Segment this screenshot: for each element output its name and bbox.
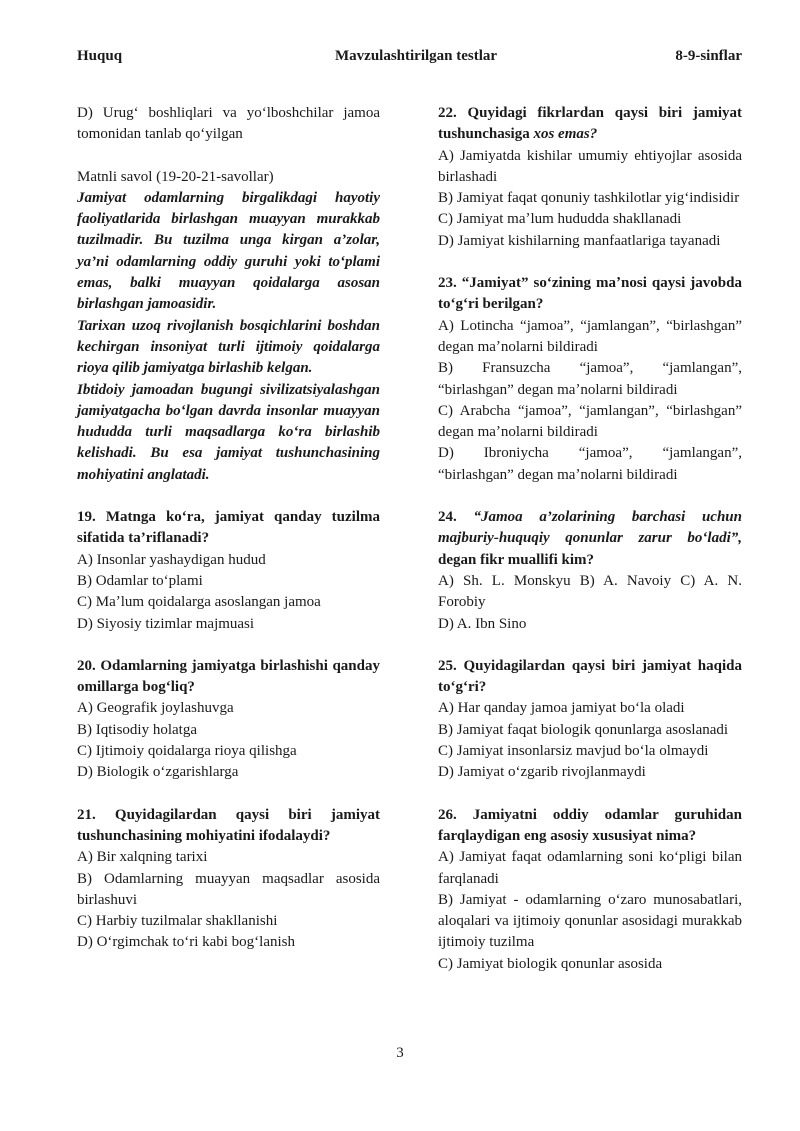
option-b: B) Odamlarning muayyan maqsadlar asosida birlashuvi bbox=[77, 870, 380, 908]
carry-over-option: D) Urugʻ boshliqlari va yoʻlboshchilar jamoa tomonidan tanlab qoʻyilgan bbox=[77, 105, 380, 143]
option-c: C) Arabcha “jamoa”, “jamlangan”, “birlashgan” degan maʼnolarni bildiradi bbox=[438, 402, 742, 441]
question-26 bbox=[438, 805, 742, 975]
question-text: 22. Quyidagi fikrlardan qaysi biri jamiyat tushunchasiga xos emas? bbox=[438, 105, 742, 143]
option-b: B) Jamiyat faqat qonuniy tashkilotlar yigʻindisidir bbox=[438, 190, 740, 207]
question-text: 25. Quyidagilardan qaysi biri jamiyat haqida toʻgʻri? bbox=[438, 657, 742, 696]
passage-paragraph: Tarixan uzoq rivojlanish bosqichlarini boshdan kechirgan insoniyat turli ijtimoiy qoidalarga rioya qilib jamiyatga birlashib kelgan. bbox=[77, 317, 380, 377]
header-grades: 8-9-sinflar bbox=[675, 48, 742, 64]
question-text: 26. Jamiyatni oddiy odamlar guruhidan farqlaydigan eng asosiy xususiyat nima? bbox=[438, 806, 742, 844]
option-c: C) Harbiy tuzilmalar shakllanishi bbox=[77, 913, 278, 930]
option-a: A) Geografik joylashuvga bbox=[77, 700, 234, 717]
question-19 bbox=[77, 507, 380, 635]
question-23 bbox=[438, 273, 742, 486]
option-d: D) Siyosiy tizimlar majmuasi bbox=[77, 615, 255, 632]
question-text: 20. Odamlarning jamiyatga birlashishi qanday omillarga bogʻliq? bbox=[77, 657, 380, 696]
option-b: B) Iqtisodiy holatga bbox=[77, 721, 197, 738]
option-a: A) Jamiyatda kishilar umumiy ehtiyojlar asosida birlashadi bbox=[438, 147, 742, 185]
option-c: C) Maʼlum qoidalarga asoslangan jamoa bbox=[77, 594, 321, 611]
option-a: A) Har qanday jamoa jamiyat boʻla oladi bbox=[438, 700, 685, 717]
right-column bbox=[438, 103, 742, 975]
question-text: 19. Matnga koʻra, jamiyat qanday tuzilma sifatida ta’riflanadi? bbox=[77, 509, 380, 547]
option-c: C) Jamiyat maʼlum hududda shakllanadi bbox=[438, 211, 682, 228]
option-b: B) Fransuzcha “jamoa”, “jamlangan”, “birlashgan” degan maʼnolarni bildiradi bbox=[438, 360, 742, 398]
question-text: 21. Quyidagilardan qaysi biri jamiyat tushunchasining mohiyatini ifodalaydi? bbox=[77, 806, 380, 844]
option-a: A) Bir xalqning tarixi bbox=[77, 849, 208, 866]
question-21 bbox=[77, 805, 380, 954]
question-24 bbox=[438, 507, 742, 635]
option-c: C) Jamiyat insonlarsiz mavjud boʻla olmaydi bbox=[438, 743, 709, 760]
option-d: D) Oʻrgimchak toʻri kabi bogʻlanish bbox=[77, 934, 296, 951]
option-d: D) A. Ibn Sino bbox=[438, 615, 527, 632]
header-title: Mavzulashtirilgan testlar bbox=[335, 48, 498, 64]
option-a: A) Lotincha “jamoa”, “jamlangan”, “birlashgan” degan maʼnolarni bildiradi bbox=[438, 317, 742, 355]
option-c: C) Jamiyat biologik qonunlar asosida bbox=[438, 955, 663, 972]
passage-paragraph: Jamiyat odamlarning birgalikdagi hayotiy faoliyatlarida birlashgan muayyan murakkab tuzilmadir. Bu tuzilma unga kirgan a’zolar, ya’ni odamlarning oddiy guruhi yoki toʻplami emas, balki muayyan qoidalarga asosan birlashgan jamoasidir. bbox=[77, 189, 380, 313]
option-b: B) Jamiyat faqat biologik qonunlarga asoslanadi bbox=[438, 721, 729, 738]
question-text: 24. “Jamoa a’zolarining barchasi uchun majburiy-huquqiy qonunlar zarur boʻladi”, degan fikr muallifi kim? bbox=[438, 509, 742, 568]
option-a: A) Jamiyat faqat odamlarning soni koʻpligi bilan farqlanadi bbox=[438, 849, 742, 887]
page-number: 3 bbox=[396, 1045, 404, 1061]
text-question-label: Matnli savol (19-20-21-savollar) bbox=[77, 168, 274, 185]
option-b: B) Odamlar toʻplami bbox=[77, 572, 203, 589]
option-d: D) Jamiyat oʻzgarib rivojlanmaydi bbox=[438, 764, 646, 781]
left-column bbox=[77, 103, 380, 954]
header-subject: Huquq bbox=[77, 48, 123, 64]
passage-paragraph: Ibtidoiy jamoadan bugungi sivilizatsiyalashgan jamiyatgacha boʻlgan davrda insonlar muayyan hududda turli maqsadlarga koʻra birlashib kelishadi. Bu esa jamiyat tushunchasining mohiyatini anglatadi. bbox=[77, 381, 380, 483]
question-25 bbox=[438, 656, 742, 784]
question-20 bbox=[77, 656, 380, 784]
page-header bbox=[77, 48, 742, 68]
question-22 bbox=[438, 103, 742, 252]
option-d: D) Biologik oʻzgarishlarga bbox=[77, 764, 239, 781]
option-a: A) Insonlar yashaydigan hudud bbox=[77, 551, 266, 568]
options-abc: A) Sh. L. Monskyu B) A. Navoiy C) A. N. Forobiy bbox=[438, 572, 742, 611]
option-c: C) Ijtimoiy qoidalarga rioya qilishga bbox=[77, 743, 297, 760]
option-d: D) Jamiyat kishilarning manfaatlariga tayanadi bbox=[438, 232, 721, 249]
option-b: B) Jamiyat - odamlarning oʻzaro munosabatlari, aloqalari va ijtimoiy qonunlar asosidagi murakkab ijtimoiy tuzilma bbox=[438, 891, 742, 951]
option-d: D) Ibroniycha “jamoa”, “jamlangan”, “birlashgan” degan maʼnolarni bildiradi bbox=[438, 445, 742, 483]
question-text: 23. “Jamiyat” soʻzining maʼnosi qaysi javobda toʻgʻri berilgan? bbox=[438, 275, 742, 313]
